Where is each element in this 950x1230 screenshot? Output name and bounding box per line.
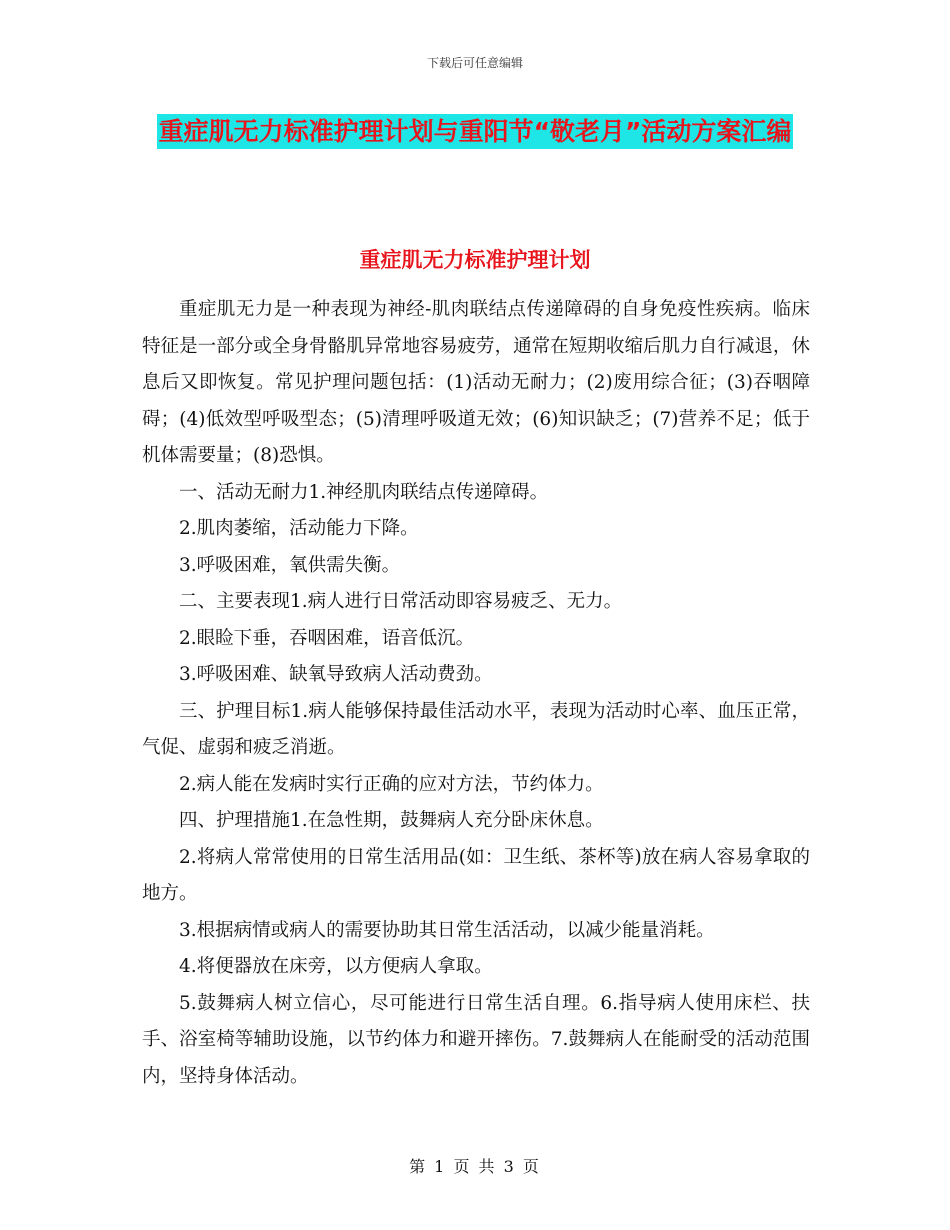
paragraph: 一、活动无耐力1.神经肌肉联结点传递障碍。 bbox=[179, 481, 549, 503]
paragraph: 3.呼吸困难、缺氧导致病人活动费劲。 bbox=[179, 664, 493, 685]
paragraph: 二、主要表现1.病人进行日常活动即容易疲乏、无力。 bbox=[179, 591, 623, 612]
paragraph: 5.鼓舞病人树立信心，尽可能进行日常生活自理。6.指导病人使用床栏、扶手、浴室椅等辅助设施，以节约体力和避开摔伤。7.鼓舞病人在能耐受的活动范围内，坚持身体活动。 bbox=[142, 992, 810, 1087]
body-text bbox=[142, 292, 810, 1095]
paragraph: 四、护理措施1.在急性期，鼓舞病人充分卧床休息。 bbox=[179, 810, 604, 831]
paragraph: 2.眼睑下垂，吞咽困难，语音低沉。 bbox=[179, 627, 475, 649]
paragraph: 3.根据病情或病人的需要协助其日常生活活动，以减少能量消耗。 bbox=[179, 919, 715, 941]
document-title-text: 重症肌无力标准护理计划与重阳节“敬老月”活动方案汇编 bbox=[157, 114, 794, 149]
section-title: 重症肌无力标准护理计划 bbox=[359, 248, 591, 272]
paragraph: 三、护理目标1.病人能够保持最佳活动水平，表现为活动时心率、血压正常，气促、虚弱和疲乏消逝。 bbox=[142, 700, 810, 758]
page-footer: 第 1 页 共 3 页 bbox=[409, 1157, 541, 1176]
intro-paragraph: 重症肌无力是一种表现为神经-肌肉联结点传递障碍的自身免疫性疾病。临床特征是一部分或全身骨骼肌异常地容易疲劳，通常在短期收缩后肌力自行减退，休息后又即恢复。常见护理问题包括：(1)活动无耐力；(2)废用综合征；(3)吞咽障碍；(4)低效型呼吸型态；(5)清理呼吸道无效；(6)知识缺乏；(7)营养不足；低于机体需要量；(8)恐惧。 bbox=[142, 299, 810, 466]
document-title bbox=[150, 108, 800, 156]
paragraph: 2.肌肉萎缩，活动能力下降。 bbox=[179, 518, 419, 539]
paragraph: 2.病人能在发病时实行正确的应对方法，节约体力。 bbox=[179, 773, 604, 795]
paragraph: 2.将病人常常使用的日常生活用品(如：卫生纸、茶杯等)放在病人容易拿取的地方。 bbox=[142, 846, 810, 904]
paragraph: 3.呼吸困难，氧供需失衡。 bbox=[179, 554, 401, 576]
paragraph: 4.将便器放在床旁，以方便病人拿取。 bbox=[179, 956, 493, 977]
header-note: 下载后可任意编辑 bbox=[426, 56, 523, 70]
